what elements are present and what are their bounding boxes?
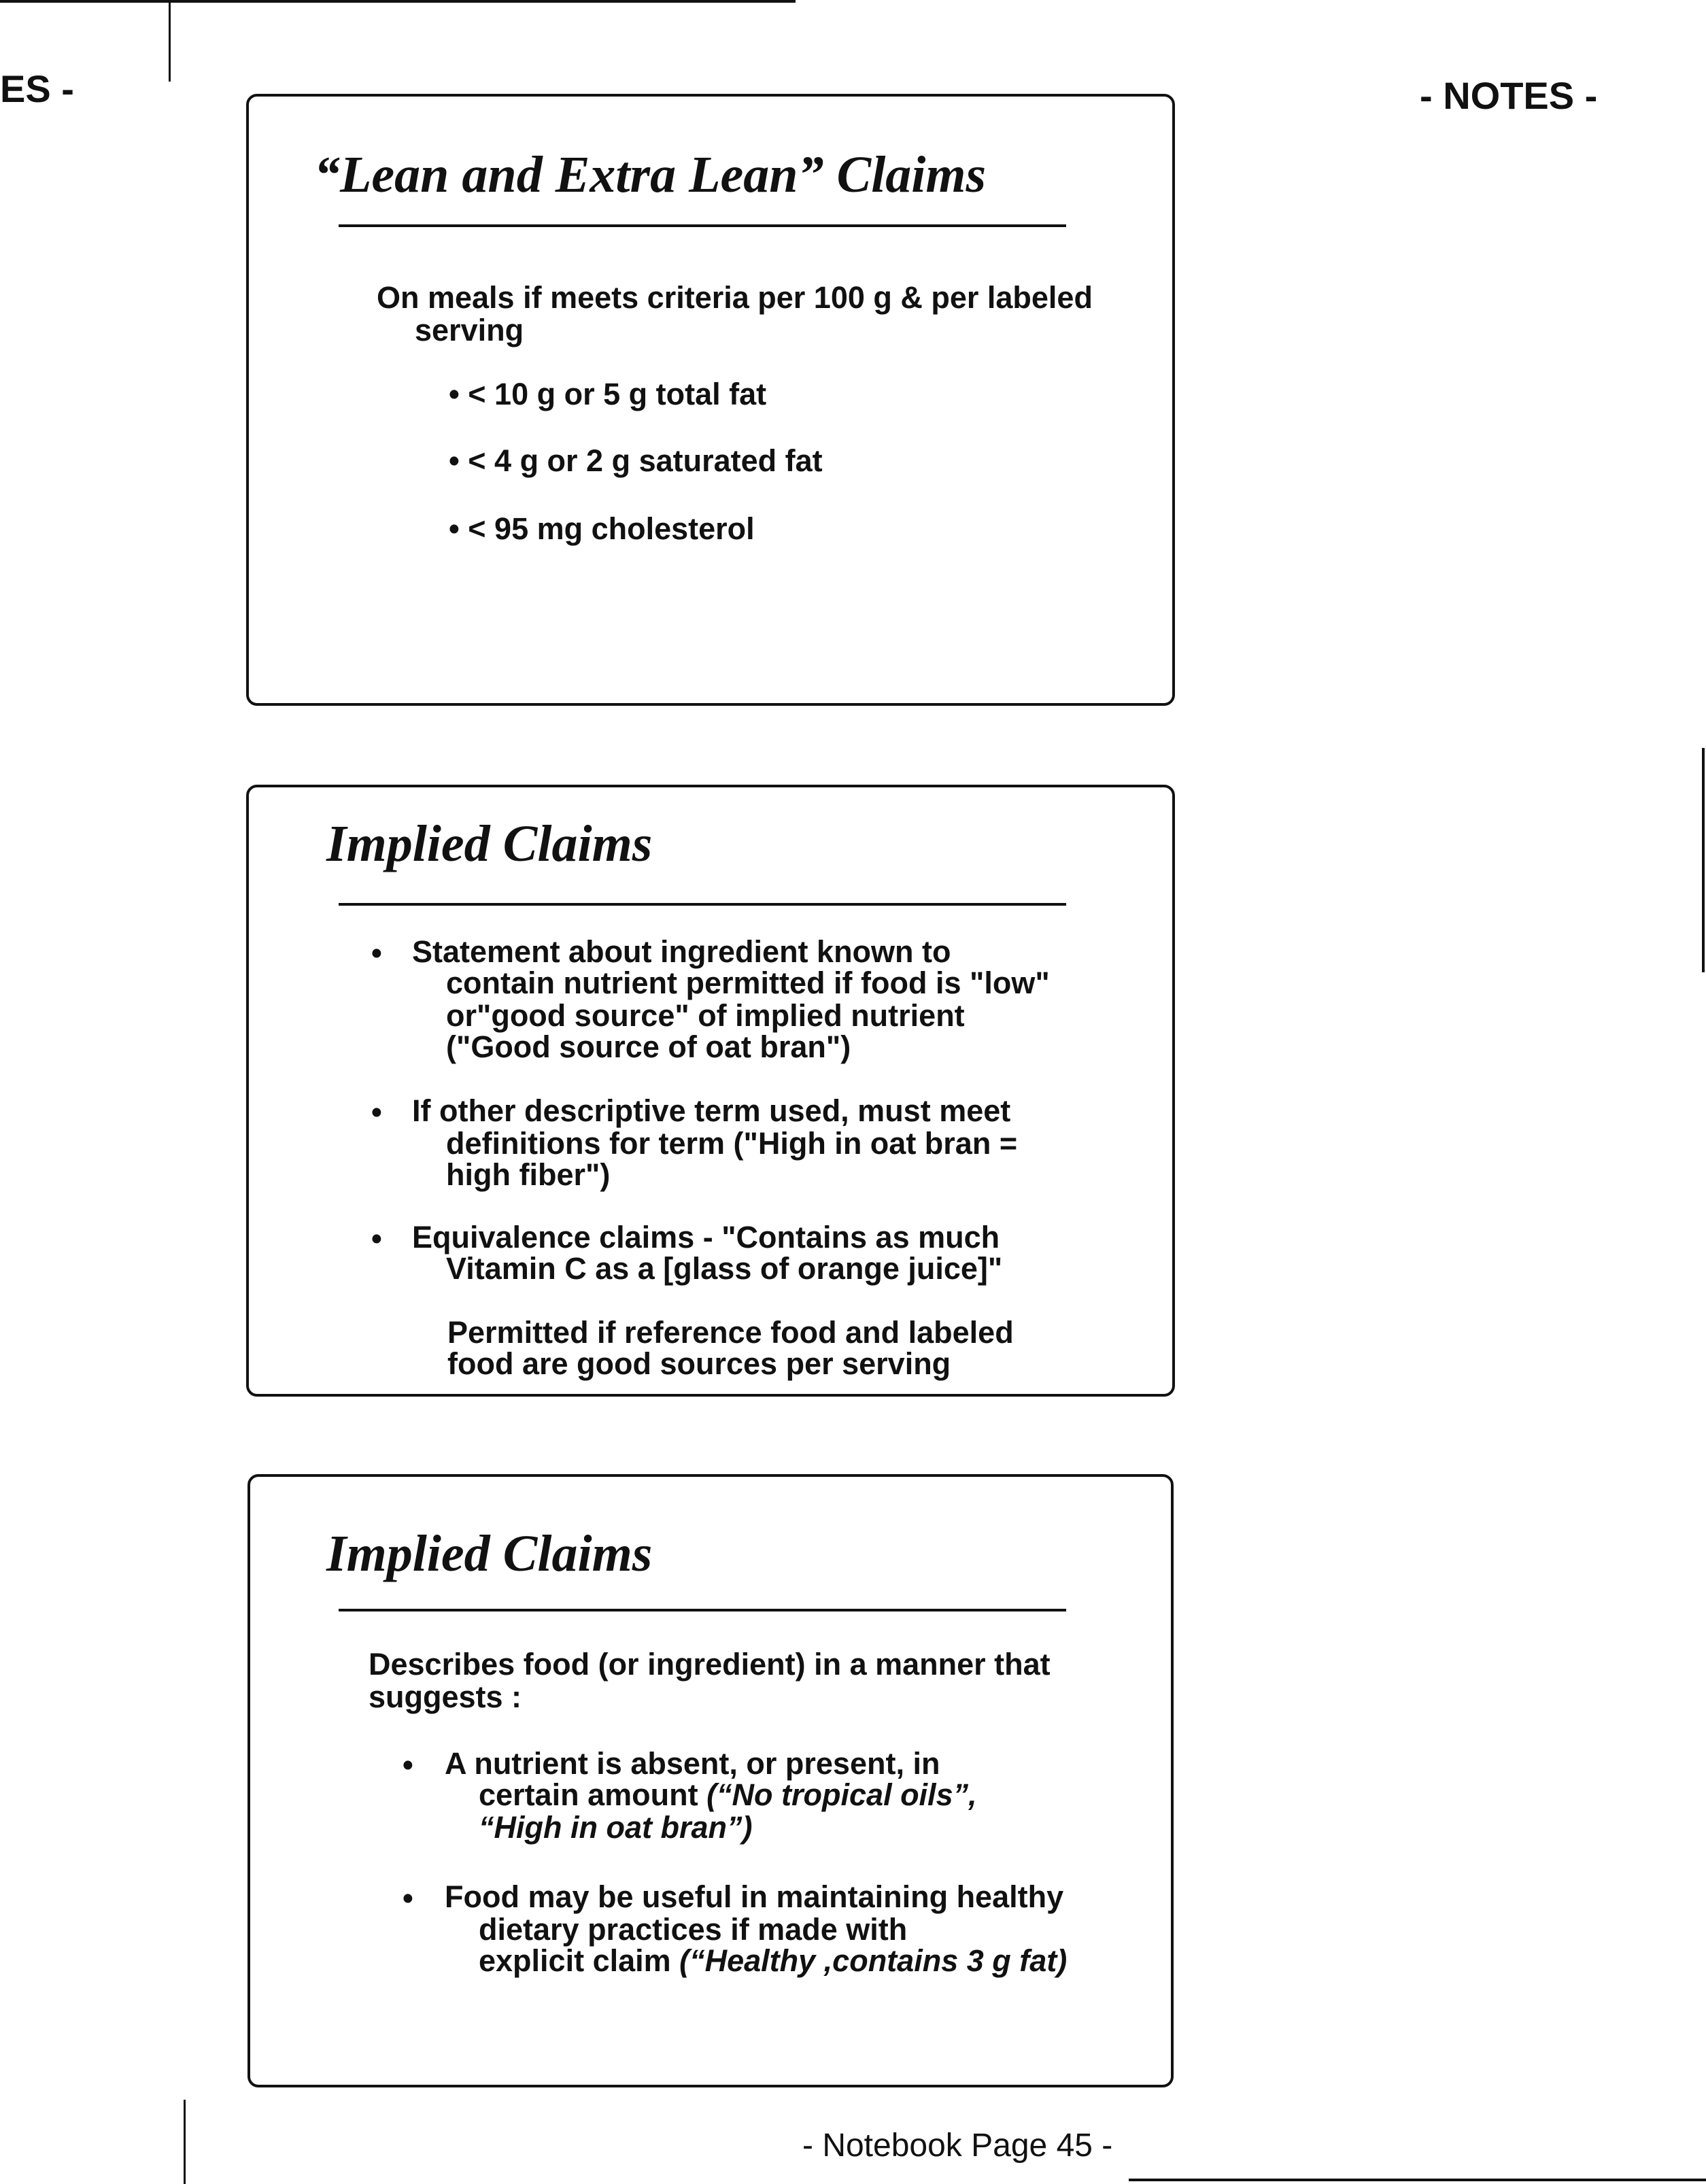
bullet-line: Equivalence claims - "Contains as much bbox=[412, 1220, 1000, 1255]
bullet-line: dietary practices if made with bbox=[479, 1912, 908, 1947]
example-text: “High in oat bran”) bbox=[479, 1810, 753, 1845]
slide-title: “Lean and Extra Lean” Claims bbox=[314, 146, 987, 203]
bullet-line bbox=[479, 1779, 977, 1811]
slide-title: Implied Claims bbox=[326, 1525, 653, 1582]
bottom-rule bbox=[1129, 2179, 1706, 2181]
right-edge-line bbox=[1702, 748, 1705, 972]
example-text: (“Healthy ,contains 3 g fat) bbox=[679, 1943, 1068, 1978]
notes-header: - NOTES - bbox=[1420, 74, 1598, 117]
bullet-line: definitions for term ("High in oat bran = bbox=[446, 1126, 1018, 1161]
bullet-line: contain nutrient permitted if food is "low" bbox=[446, 966, 1050, 1000]
bullet-line: If other descriptive term used, must meet bbox=[412, 1093, 1011, 1128]
title-rule bbox=[339, 1609, 1066, 1611]
page-footer: - Notebook Page 45 - bbox=[802, 2128, 1113, 2164]
bullet-dot: • bbox=[403, 1747, 413, 1782]
slide-lean-claims bbox=[246, 94, 1175, 706]
bullet-line bbox=[479, 1945, 1067, 1977]
bullet-line: A nutrient is absent, or present, in bbox=[445, 1746, 940, 1781]
bullet-dot: • bbox=[371, 1095, 382, 1129]
bullet-dot: • bbox=[403, 1881, 413, 1915]
bullet-line: high fiber") bbox=[446, 1157, 611, 1192]
bullet-line bbox=[479, 1811, 752, 1844]
bullet-dot: • bbox=[371, 936, 382, 970]
top-rule bbox=[0, 0, 796, 3]
intro-line: On meals if meets criteria per 100 g & per labeled bbox=[377, 280, 1093, 315]
example-text: (“No tropical oils”, bbox=[706, 1777, 977, 1812]
left-header: ES - bbox=[0, 67, 74, 110]
criteria-item: • < 95 mg cholesterol bbox=[449, 511, 755, 546]
bullet-text: explicit claim bbox=[479, 1943, 680, 1978]
intro-line: serving bbox=[415, 313, 524, 347]
bullet-line: or"good source" of implied nutrient bbox=[446, 998, 965, 1033]
intro-line: Describes food (or ingredient) in a manner that bbox=[369, 1647, 1051, 1682]
bullet-line: Statement about ingredient known to bbox=[412, 934, 951, 969]
intro-line: suggests : bbox=[369, 1679, 522, 1714]
note-line: food are good sources per serving bbox=[447, 1346, 951, 1381]
left-margin-line-bottom bbox=[184, 2100, 186, 2184]
title-rule bbox=[339, 224, 1066, 227]
note-line: Permitted if reference food and labeled bbox=[447, 1315, 1014, 1350]
slide-implied-claims-2 bbox=[248, 1474, 1174, 2087]
bullet-dot: • bbox=[371, 1221, 382, 1256]
criteria-item: • < 10 g or 5 g total fat bbox=[449, 377, 767, 411]
left-margin-line bbox=[169, 0, 171, 82]
title-rule bbox=[339, 903, 1066, 906]
bullet-line: Food may be useful in maintaining healthy bbox=[445, 1879, 1064, 1914]
bullet-text: certain amount bbox=[479, 1777, 707, 1812]
criteria-item: • < 4 g or 2 g saturated fat bbox=[449, 443, 823, 478]
bullet-line: ("Good source of oat bran") bbox=[446, 1029, 851, 1064]
slide-title: Implied Claims bbox=[326, 815, 653, 872]
bullet-line: Vitamin C as a [glass of orange juice]" bbox=[446, 1251, 1003, 1286]
slide-implied-claims-1 bbox=[246, 785, 1175, 1397]
